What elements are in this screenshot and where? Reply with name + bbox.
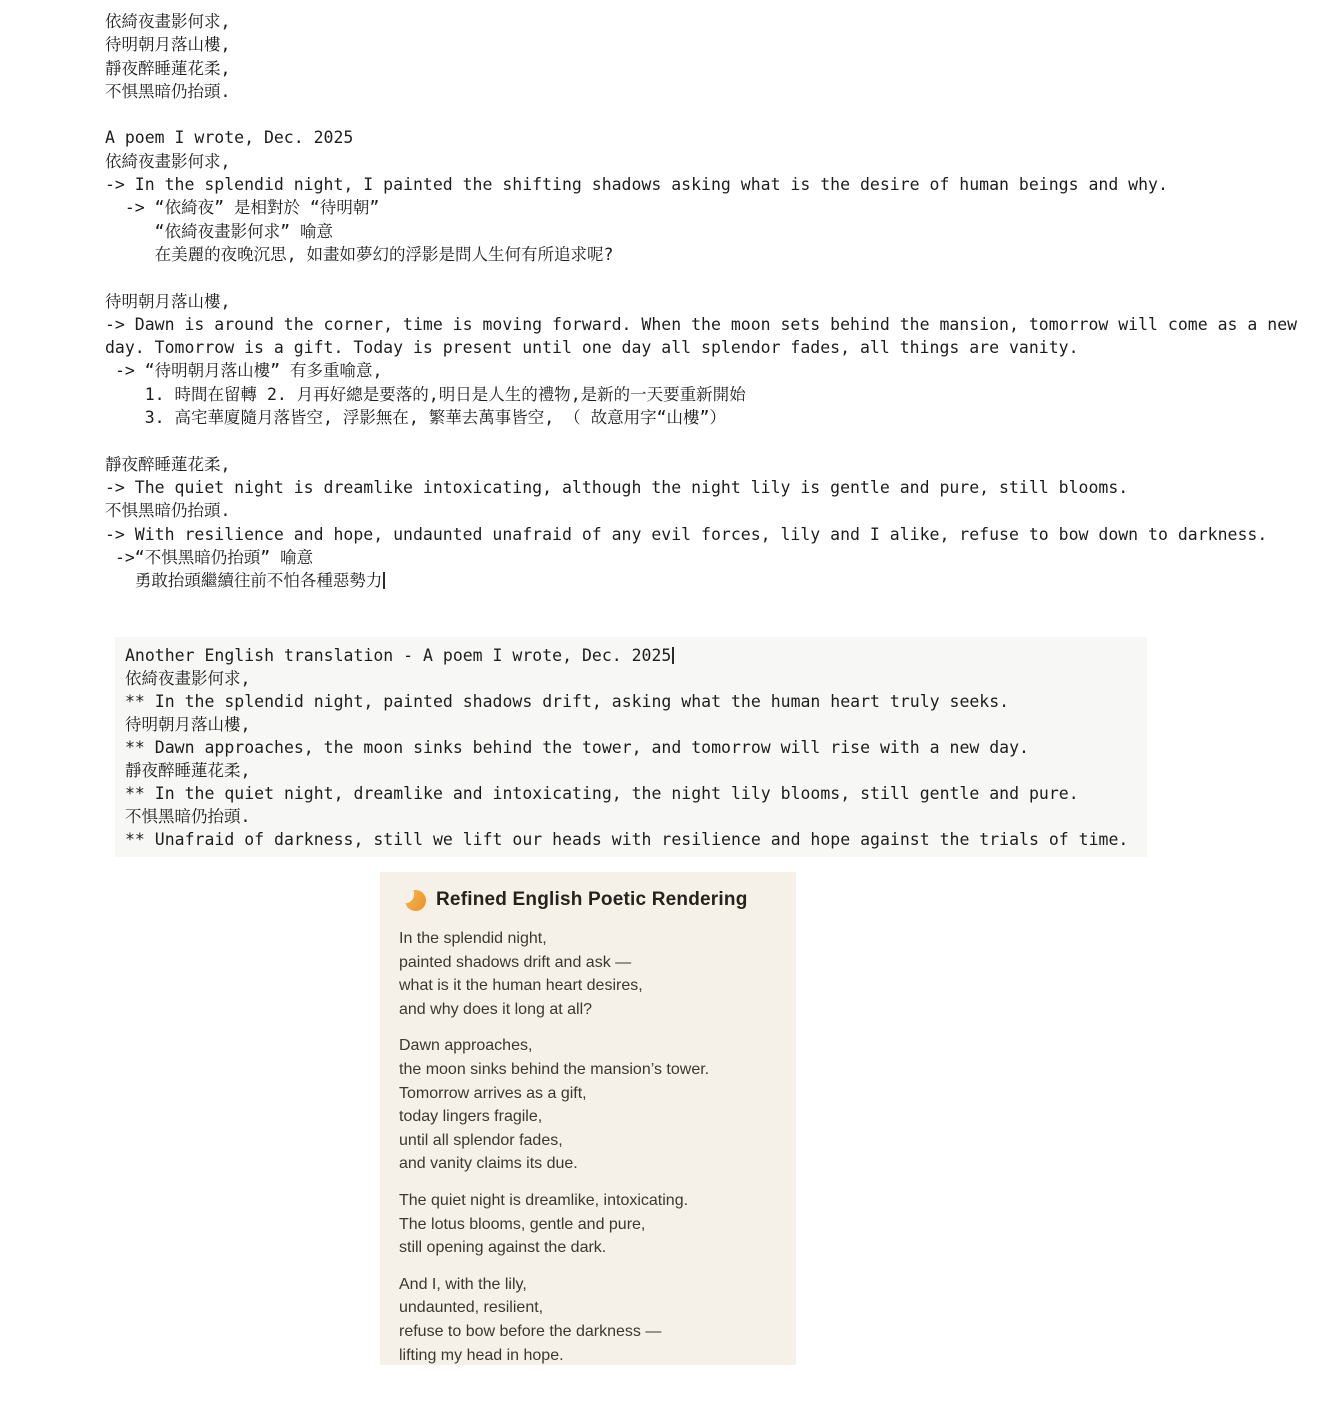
text-line: 靜夜醉睡蓮花柔, (105, 58, 231, 78)
text-line: ** In the quiet night, dreamlike and intoxicating, the night lily blooms, still gentle and pure. (125, 784, 1079, 803)
text-cursor (383, 572, 385, 589)
poem-line: painted shadows drift and ask — (399, 953, 632, 971)
text-line: -> The quiet night is dreamlike intoxicating, although the night lily is gentle and pure, still blooms. (105, 477, 1129, 497)
poem-stanzas (399, 927, 777, 1367)
text-line (105, 429, 1323, 452)
text-line: -> With resilience and hope, undaunted unafraid of any evil forces, lily and I alike, refuse to bow down to darkness. (105, 524, 1268, 544)
poem-stanza (399, 1189, 777, 1260)
text-line: 待明朝月落山樓, (125, 715, 251, 734)
poem-line: The lotus blooms, gentle and pure, (399, 1215, 646, 1233)
poem-line: still opening against the dark. (399, 1239, 607, 1257)
text-line: 不惧黑暗仍抬頭. (105, 81, 231, 101)
poem-line: until all splendor fades, (399, 1131, 563, 1149)
text-line: -> Dawn is around the corner, time is moving forward. When the moon sets behind the mansion, tomorrow will come as a new (105, 314, 1298, 334)
text-line: A poem I wrote, Dec. 2025 (105, 128, 354, 148)
english-translation-box[interactable] (115, 637, 1147, 857)
text-line: 依綺夜畫影何求, (125, 669, 251, 688)
poem-notes-text-area[interactable] (105, 10, 1323, 592)
poem-line: undaunted, resilient, (399, 1299, 544, 1317)
text-cursor (672, 647, 674, 664)
text-line: -> “依綺夜” 是相對於 “待明朝” (105, 198, 380, 218)
text-line (105, 103, 1323, 126)
text-line: 不惧黑暗仍抬頭. (125, 807, 251, 826)
text-line: -> In the splendid night, I painted the shifting shadows asking what is the desire of human beings and why. (105, 175, 1168, 195)
poem-stanza (399, 1034, 777, 1176)
text-line: “依綺夜畫影何求” 喻意 (105, 221, 333, 241)
text-line: 待明朝月落山樓, (105, 35, 231, 55)
text-line: 靜夜醉睡蓮花柔, (105, 454, 231, 474)
text-line (105, 266, 1323, 289)
poem-line: refuse to bow before the darkness — (399, 1322, 662, 1340)
poem-stanza (399, 927, 777, 1021)
poem-line: And I, with the lily, (399, 1275, 527, 1293)
poem-line: and why does it long at all? (399, 1000, 593, 1018)
crescent-moon-icon (403, 887, 428, 912)
text-line: -> “待明朝月落山樓” 有多重喻意, (105, 361, 383, 381)
text-line: ** Dawn approaches, the moon sinks behind the tower, and tomorrow will rise with a new day. (125, 738, 1029, 757)
text-line: ** Unafraid of darkness, still we lift our heads with resilience and hope against the trials of time. (125, 830, 1129, 849)
text-line: day. Tomorrow is a gift. Today is present until one day all splendor fades, all things are vanity. (105, 338, 1079, 358)
text-line: 勇敢抬頭繼續往前不怕各種惡勢力 (105, 569, 1323, 592)
poem-line: In the splendid night, (399, 930, 547, 947)
text-line: 待明朝月落山樓, (105, 291, 231, 311)
text-line: 3. 高宅華廈隨月落皆空, 浮影無在, 繁華去萬事皆空, （ 故意用字“山樓”） (105, 408, 726, 428)
text-line: 不惧黑暗仍抬頭. (105, 501, 231, 521)
text-line: Another English translation - A poem I wrote, Dec. 2025 (125, 644, 1137, 667)
poem-line: the moon sinks behind the mansion’s tower. (399, 1060, 710, 1078)
card-header (405, 889, 777, 911)
text-line: 在美麗的夜晚沉思, 如畫如夢幻的浮影是問人生何有所追求呢? (105, 244, 614, 264)
poem-line: what is it the human heart desires, (399, 977, 643, 995)
poem-line: Dawn approaches, (399, 1037, 533, 1055)
poem-line: today lingers fragile, (399, 1108, 543, 1126)
poem-line: lifting my head in hope. (399, 1346, 564, 1364)
text-line: 依綺夜畫影何求, (105, 12, 231, 31)
text-line: 依綺夜畫影何求, (105, 151, 231, 171)
poem-line: and vanity claims its due. (399, 1155, 578, 1173)
text-line: ** In the splendid night, painted shadows drift, asking what the human heart truly seeks. (125, 692, 1010, 711)
poem-line: Tomorrow arrives as a gift, (399, 1084, 587, 1102)
poem-stanza (399, 1273, 777, 1367)
text-line: 靜夜醉睡蓮花柔, (125, 761, 251, 780)
card-title: Refined English Poetic Rendering (436, 889, 748, 910)
text-line: ->“不惧黑暗仍抬頭” 喻意 (105, 547, 314, 567)
poem-line: The quiet night is dreamlike, intoxicating. (399, 1191, 689, 1209)
poetic-rendering-card (380, 872, 796, 1365)
text-line: 1. 時間在留轉 2. 月再好總是要落的,明日是人生的禮物,是新的一天要重新開始 (105, 384, 746, 404)
